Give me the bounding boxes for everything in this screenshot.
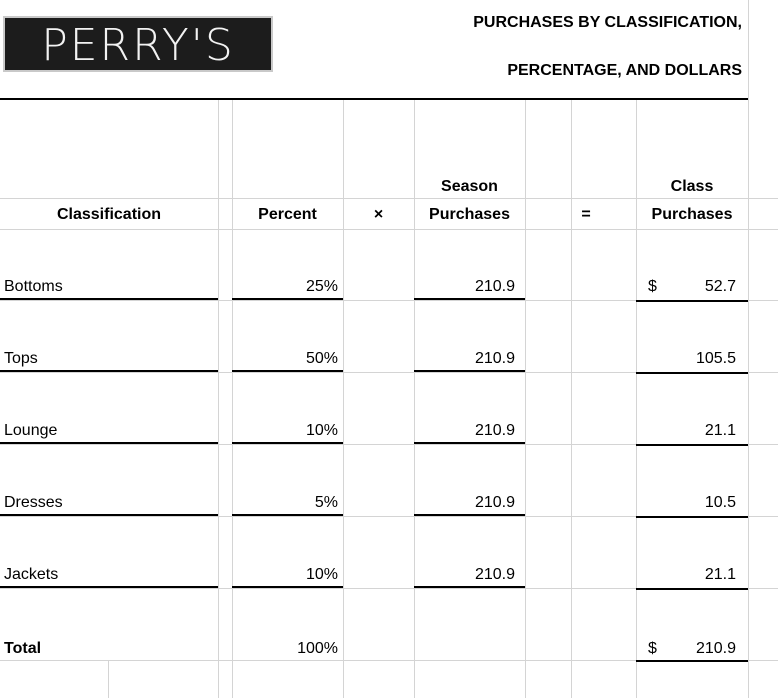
currency-symbol: $ bbox=[648, 640, 657, 657]
header-season-bottom: Purchases bbox=[429, 206, 510, 223]
gridline-v bbox=[571, 100, 572, 698]
row-class: 105.5 bbox=[695, 350, 736, 367]
header-class-top: Class bbox=[670, 178, 714, 195]
header-equals: = bbox=[581, 206, 591, 223]
row-name: Tops bbox=[0, 350, 218, 372]
brand-logo: PERRY'S bbox=[3, 16, 273, 72]
gridline-v bbox=[108, 660, 109, 698]
header-percent: Percent bbox=[258, 206, 317, 223]
row-class-cell bbox=[636, 350, 748, 374]
row-percent: 10% bbox=[232, 566, 343, 588]
row-season: 210.9 bbox=[414, 278, 525, 300]
header-times: × bbox=[373, 206, 384, 223]
row-season: 210.9 bbox=[414, 494, 525, 516]
row-class-cell bbox=[636, 494, 748, 518]
title-line-2: PERCENTAGE, AND DOLLARS bbox=[507, 62, 742, 79]
row-percent: 50% bbox=[232, 350, 343, 372]
gridline-v bbox=[525, 100, 526, 698]
row-season: 210.9 bbox=[414, 422, 525, 444]
row-name: Dresses bbox=[0, 494, 218, 516]
header-class-bottom: Purchases bbox=[651, 206, 733, 223]
row-name: Bottoms bbox=[0, 278, 218, 300]
gridline-v bbox=[343, 100, 344, 698]
row-class-cell bbox=[636, 422, 748, 446]
row-percent: 10% bbox=[232, 422, 343, 444]
row-season: 210.9 bbox=[414, 566, 525, 588]
row-name: Lounge bbox=[0, 422, 218, 444]
header-classification: Classification bbox=[56, 206, 162, 223]
currency-symbol: $ bbox=[648, 278, 657, 295]
total-percent: 100% bbox=[297, 640, 338, 657]
row-class: 21.1 bbox=[704, 422, 736, 439]
gridline-v bbox=[232, 100, 233, 698]
row-class-cell bbox=[636, 278, 748, 302]
header-season-top: Season bbox=[441, 178, 498, 195]
row-class: 21.1 bbox=[704, 566, 736, 583]
row-name: Jackets bbox=[0, 566, 218, 588]
row-percent: 25% bbox=[232, 278, 343, 300]
row-percent: 5% bbox=[232, 494, 343, 516]
total-class-cell bbox=[636, 640, 748, 662]
row-class-cell bbox=[636, 566, 748, 590]
header-rule bbox=[0, 98, 748, 100]
gridline-v bbox=[748, 0, 749, 698]
total-class: 210.9 bbox=[695, 640, 736, 657]
total-label: Total bbox=[4, 640, 42, 657]
row-class: 52.7 bbox=[704, 278, 736, 295]
row-season: 210.9 bbox=[414, 350, 525, 372]
gridline-h bbox=[0, 198, 778, 199]
gridline-h bbox=[0, 229, 778, 230]
title-line-1: PURCHASES BY CLASSIFICATION, bbox=[473, 14, 742, 31]
gridline-v bbox=[218, 100, 219, 698]
row-class: 10.5 bbox=[704, 494, 736, 511]
